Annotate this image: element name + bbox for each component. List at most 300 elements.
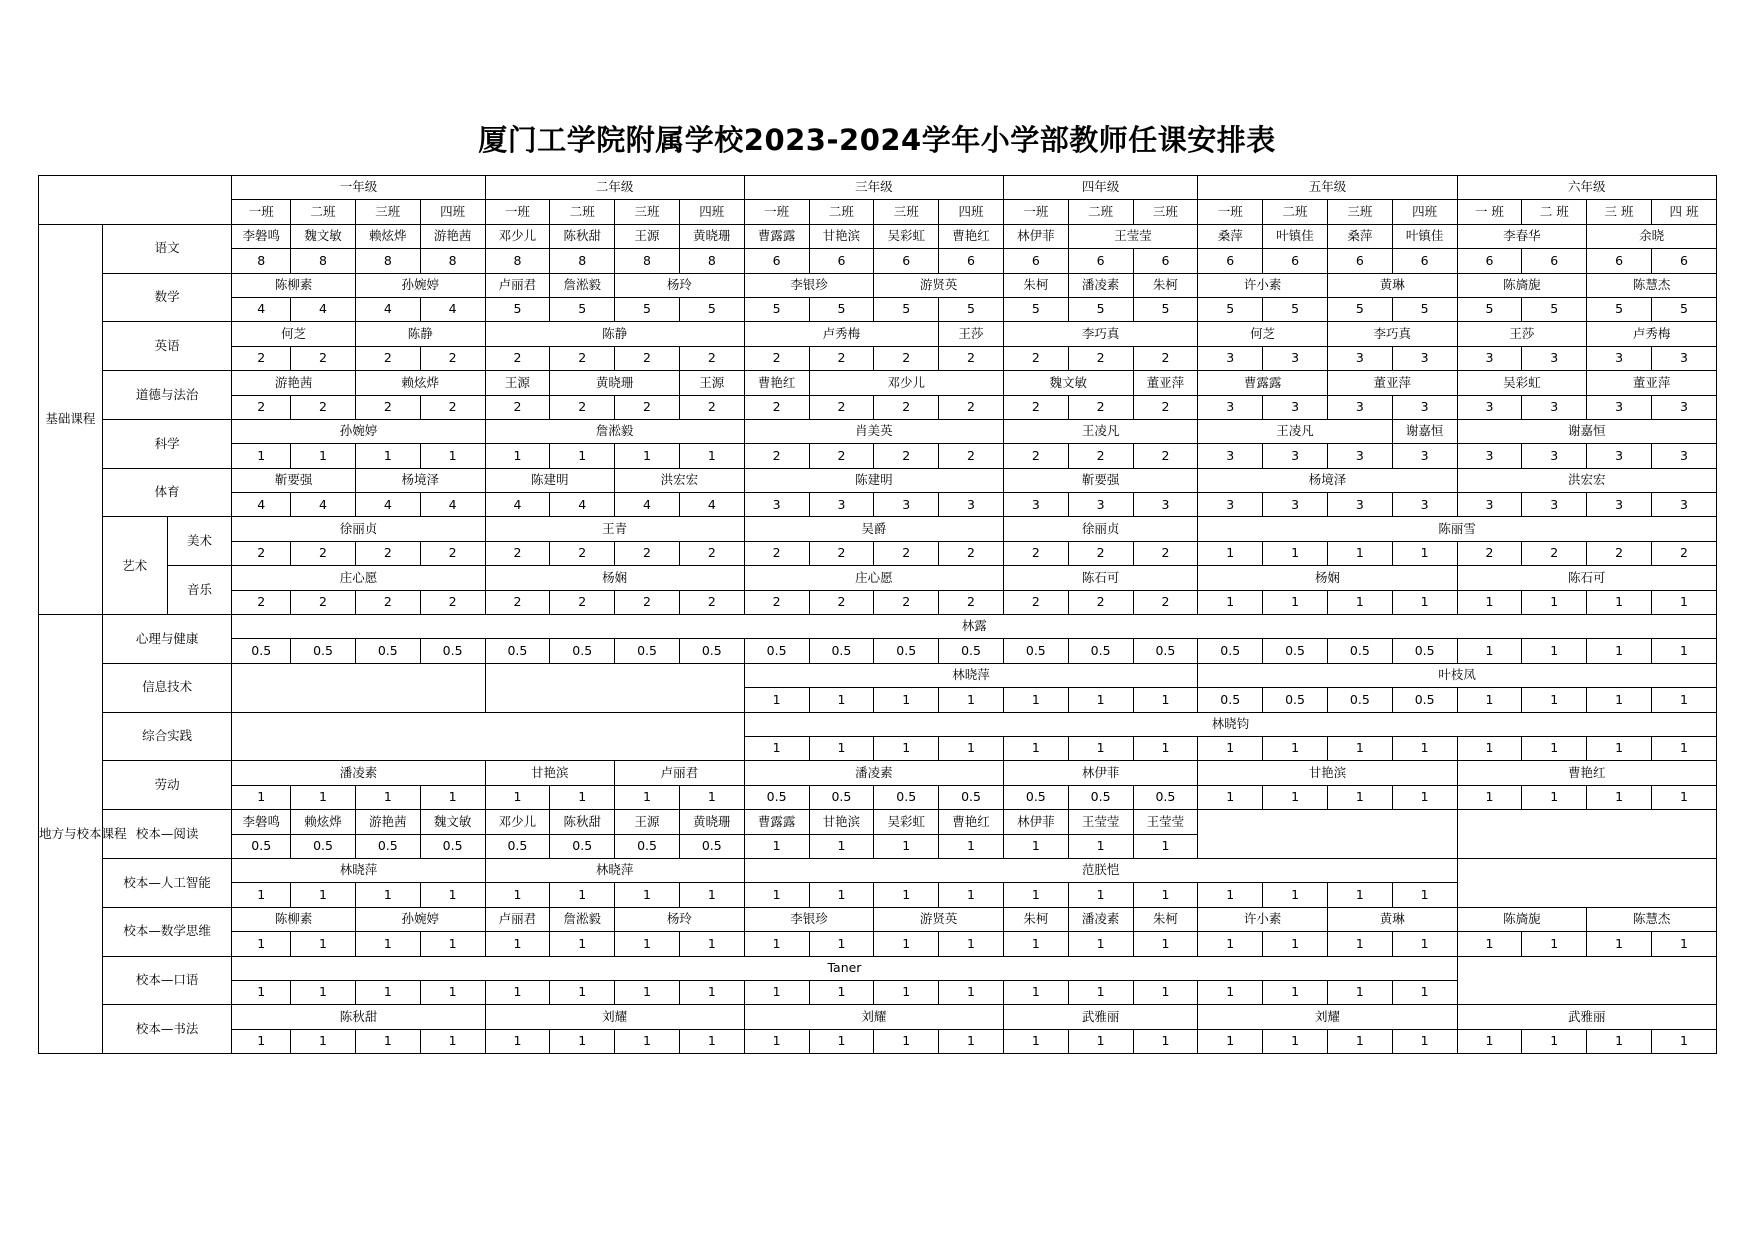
class-header-row <box>39 200 1717 224</box>
teacher-cell: 陈旖旎 <box>1457 273 1587 297</box>
teacher-cell: 王青 <box>485 517 744 541</box>
teacher-cell: 李磐鸣 <box>232 810 291 834</box>
hours-cell: 3 <box>1003 493 1068 517</box>
teacher-cell: 黄晓珊 <box>679 810 744 834</box>
empty-cell <box>1198 810 1457 859</box>
hours-row <box>39 541 1717 565</box>
hours-cell: 2 <box>485 541 550 565</box>
class-header: 二班 <box>809 200 874 224</box>
hours-cell: 6 <box>1522 249 1587 273</box>
teacher-cell: 赖炫烨 <box>355 371 485 395</box>
teacher-cell: 许小素 <box>1198 907 1328 931</box>
hours-cell: 0.5 <box>355 834 420 858</box>
hours-cell: 1 <box>1263 541 1328 565</box>
hours-cell: 6 <box>1068 249 1133 273</box>
hours-cell: 1 <box>939 834 1004 858</box>
hours-cell: 2 <box>1457 541 1522 565</box>
hours-cell: 0.5 <box>232 834 291 858</box>
teacher-row <box>39 371 1717 395</box>
teacher-cell: 游艳茜 <box>420 224 485 248</box>
hours-cell: 1 <box>1263 932 1328 956</box>
hours-cell: 0.5 <box>1003 639 1068 663</box>
empty-cell <box>232 663 485 712</box>
hours-cell: 1 <box>679 980 744 1004</box>
teacher-cell: 潘凌素 <box>232 761 485 785</box>
hours-cell: 0.5 <box>420 834 485 858</box>
hours-cell: 5 <box>485 297 550 321</box>
teacher-cell: 王源 <box>485 371 550 395</box>
hours-cell: 2 <box>679 590 744 614</box>
hours-cell: 1 <box>1587 785 1652 809</box>
hours-cell: 1 <box>744 1029 809 1053</box>
hours-row <box>39 639 1717 663</box>
hours-cell: 1 <box>1327 541 1392 565</box>
teacher-cell: 王莹莹 <box>1068 810 1133 834</box>
hours-cell: 3 <box>1327 346 1392 370</box>
hours-cell: 3 <box>1392 493 1457 517</box>
hours-cell: 1 <box>232 1029 291 1053</box>
teacher-cell: 曹艳红 <box>939 810 1004 834</box>
hours-cell: 1 <box>355 980 420 1004</box>
hours-cell: 4 <box>232 493 291 517</box>
hours-cell: 1 <box>939 883 1004 907</box>
hours-row <box>39 785 1717 809</box>
hours-cell: 1 <box>355 932 420 956</box>
hours-cell: 1 <box>291 1029 356 1053</box>
teacher-cell: 卢丽君 <box>615 761 745 785</box>
hours-cell: 2 <box>809 541 874 565</box>
hours-cell: 2 <box>485 395 550 419</box>
hours-cell: 1 <box>874 834 939 858</box>
hours-cell: 4 <box>615 493 680 517</box>
hours-cell: 5 <box>615 297 680 321</box>
class-header: 一班 <box>744 200 809 224</box>
hours-cell: 4 <box>355 297 420 321</box>
hours-cell: 5 <box>939 297 1004 321</box>
hours-cell: 2 <box>615 395 680 419</box>
hours-cell: 1 <box>1457 639 1522 663</box>
hours-cell: 1 <box>679 785 744 809</box>
hours-cell: 1 <box>1522 639 1587 663</box>
subject-label: 心理与健康 <box>102 615 232 664</box>
hours-cell: 3 <box>1651 346 1716 370</box>
subject-label: 科学 <box>102 419 232 468</box>
hours-cell: 2 <box>550 590 615 614</box>
subject-label: 语文 <box>102 224 232 273</box>
hours-cell: 2 <box>744 346 809 370</box>
teacher-row <box>39 858 1717 882</box>
hours-cell: 1 <box>550 444 615 468</box>
hours-cell: 1 <box>939 736 1004 760</box>
hours-cell: 0.5 <box>1133 639 1198 663</box>
teacher-cell: 卢秀梅 <box>1587 322 1717 346</box>
hours-cell: 1 <box>1198 980 1263 1004</box>
hours-cell: 1 <box>550 932 615 956</box>
teacher-cell: 卢丽君 <box>485 273 550 297</box>
hours-cell: 3 <box>1651 444 1716 468</box>
hours-cell: 1 <box>1392 932 1457 956</box>
hours-cell: 1 <box>1522 736 1587 760</box>
teacher-cell: 游艳茜 <box>355 810 420 834</box>
hours-cell: 1 <box>939 1029 1004 1053</box>
teacher-row <box>39 956 1717 980</box>
schedule-table <box>38 175 1717 1054</box>
hours-cell: 1 <box>1198 736 1263 760</box>
hours-cell: 1 <box>1003 883 1068 907</box>
hours-cell: 2 <box>939 395 1004 419</box>
hours-cell: 2 <box>615 590 680 614</box>
hours-cell: 1 <box>1003 834 1068 858</box>
class-header: 四班 <box>420 200 485 224</box>
teacher-cell: 赖炫烨 <box>355 224 420 248</box>
hours-cell: 2 <box>615 346 680 370</box>
hours-cell: 5 <box>744 297 809 321</box>
hours-cell: 4 <box>679 493 744 517</box>
hours-cell: 0.5 <box>1068 639 1133 663</box>
hours-cell: 1 <box>1587 932 1652 956</box>
hours-cell: 5 <box>550 297 615 321</box>
grade-header: 二年级 <box>485 176 744 200</box>
hours-cell: 1 <box>1327 736 1392 760</box>
hours-cell: 2 <box>939 590 1004 614</box>
hours-cell: 1 <box>874 980 939 1004</box>
hours-cell: 1 <box>615 980 680 1004</box>
hours-cell: 3 <box>1522 346 1587 370</box>
hours-cell: 1 <box>1651 932 1716 956</box>
hours-cell: 1 <box>1392 541 1457 565</box>
hours-cell: 1 <box>1327 1029 1392 1053</box>
hours-cell: 1 <box>809 932 874 956</box>
hours-cell: 5 <box>1133 297 1198 321</box>
hours-cell: 3 <box>1457 444 1522 468</box>
hours-cell: 0.5 <box>809 639 874 663</box>
hours-cell: 2 <box>355 346 420 370</box>
class-header: 一 班 <box>1457 200 1522 224</box>
hours-cell: 6 <box>874 249 939 273</box>
hours-cell: 6 <box>1003 249 1068 273</box>
hours-cell: 1 <box>291 980 356 1004</box>
teacher-cell: 洪宏宏 <box>1457 468 1716 492</box>
teacher-row <box>39 468 1717 492</box>
hours-cell: 1 <box>355 1029 420 1053</box>
hours-cell: 1 <box>615 883 680 907</box>
hours-cell: 1 <box>1327 883 1392 907</box>
hours-cell: 0.5 <box>420 639 485 663</box>
hours-cell: 1 <box>1003 932 1068 956</box>
hours-cell: 1 <box>1068 883 1133 907</box>
empty-cell <box>1457 810 1716 859</box>
class-header: 三班 <box>874 200 939 224</box>
teacher-cell: 王莎 <box>1457 322 1587 346</box>
hours-cell: 3 <box>1198 493 1263 517</box>
hours-cell: 1 <box>744 736 809 760</box>
hours-cell: 1 <box>1587 688 1652 712</box>
hours-cell: 1 <box>1133 834 1198 858</box>
hours-cell: 2 <box>1003 541 1068 565</box>
hours-cell: 3 <box>1587 346 1652 370</box>
subject-label: 校本—口语 <box>102 956 232 1005</box>
subject-label: 道德与法治 <box>102 371 232 420</box>
hours-cell: 2 <box>809 346 874 370</box>
hours-cell: 0.5 <box>874 639 939 663</box>
hours-cell: 1 <box>1003 736 1068 760</box>
subject-label: 综合实践 <box>102 712 232 761</box>
hours-cell: 1 <box>744 883 809 907</box>
teacher-cell: 甘艳滨 <box>809 810 874 834</box>
hours-cell: 1 <box>744 834 809 858</box>
hours-cell: 2 <box>874 541 939 565</box>
hours-cell: 2 <box>1003 444 1068 468</box>
hours-cell: 2 <box>874 395 939 419</box>
class-header: 一班 <box>232 200 291 224</box>
teacher-cell: 杨境泽 <box>355 468 485 492</box>
hours-cell: 2 <box>744 444 809 468</box>
teacher-cell: 孙婉婷 <box>355 273 485 297</box>
hours-cell: 3 <box>1457 346 1522 370</box>
hours-row <box>39 590 1717 614</box>
hours-cell: 2 <box>550 395 615 419</box>
hours-cell: 0.5 <box>744 785 809 809</box>
class-header: 四班 <box>679 200 744 224</box>
hours-cell: 3 <box>1198 444 1263 468</box>
hours-cell: 1 <box>1198 590 1263 614</box>
hours-cell: 1 <box>355 883 420 907</box>
teacher-row <box>39 517 1717 541</box>
teacher-cell: 杨玲 <box>615 273 745 297</box>
teacher-row <box>39 322 1717 346</box>
hours-cell: 1 <box>1392 883 1457 907</box>
hours-cell: 1 <box>1327 932 1392 956</box>
hours-cell: 5 <box>1198 297 1263 321</box>
subject-label: 体育 <box>102 468 232 517</box>
hours-cell: 1 <box>1651 785 1716 809</box>
hours-cell: 0.5 <box>615 834 680 858</box>
teacher-cell: 孙婉婷 <box>232 419 485 443</box>
hours-cell: 0.5 <box>232 639 291 663</box>
hours-cell: 3 <box>1522 395 1587 419</box>
hours-cell: 6 <box>1392 249 1457 273</box>
hours-cell: 4 <box>550 493 615 517</box>
hours-cell: 3 <box>1133 493 1198 517</box>
teacher-cell: 范朕恺 <box>744 858 1457 882</box>
hours-cell: 3 <box>1263 444 1328 468</box>
hours-cell: 1 <box>1392 736 1457 760</box>
hours-cell: 1 <box>1651 1029 1716 1053</box>
hours-cell: 1 <box>232 883 291 907</box>
teacher-cell: 邓少儿 <box>809 371 1003 395</box>
hours-cell: 1 <box>1003 688 1068 712</box>
hours-row <box>39 1029 1717 1053</box>
hours-cell: 1 <box>1522 932 1587 956</box>
teacher-cell: 陈秋甜 <box>550 810 615 834</box>
hours-cell: 1 <box>809 980 874 1004</box>
hours-cell: 2 <box>1068 395 1133 419</box>
teacher-cell: 林伊菲 <box>1003 761 1197 785</box>
hours-cell: 1 <box>809 736 874 760</box>
teacher-cell: 武雅丽 <box>1457 1005 1716 1029</box>
hours-cell: 2 <box>485 590 550 614</box>
hours-cell: 0.5 <box>744 639 809 663</box>
hours-cell: 1 <box>1457 1029 1522 1053</box>
hours-row <box>39 249 1717 273</box>
hours-cell: 1 <box>1327 980 1392 1004</box>
hours-cell: 2 <box>1003 346 1068 370</box>
hours-cell: 1 <box>291 444 356 468</box>
hours-cell: 2 <box>291 395 356 419</box>
hours-cell: 3 <box>1392 444 1457 468</box>
hours-cell: 2 <box>355 395 420 419</box>
empty-cell <box>1457 858 1716 907</box>
hours-cell: 2 <box>1587 541 1652 565</box>
hours-cell: 8 <box>355 249 420 273</box>
hours-cell: 0.5 <box>550 639 615 663</box>
hours-cell: 1 <box>1263 736 1328 760</box>
hours-cell: 6 <box>1651 249 1716 273</box>
hours-cell: 1 <box>679 932 744 956</box>
hours-cell: 1 <box>420 883 485 907</box>
hours-row <box>39 493 1717 517</box>
teacher-cell: 林伊菲 <box>1003 810 1068 834</box>
teacher-cell: Taner <box>232 956 1457 980</box>
hours-cell: 2 <box>679 395 744 419</box>
hours-cell: 1 <box>809 688 874 712</box>
header-corner <box>39 176 232 225</box>
hours-cell: 3 <box>1522 493 1587 517</box>
grade-header: 四年级 <box>1003 176 1197 200</box>
hours-cell: 1 <box>1133 688 1198 712</box>
hours-cell: 2 <box>679 541 744 565</box>
teacher-cell: 陈建明 <box>485 468 615 492</box>
teacher-cell: 徐丽贞 <box>1003 517 1197 541</box>
hours-cell: 1 <box>874 883 939 907</box>
hours-cell: 0.5 <box>809 785 874 809</box>
hours-cell: 1 <box>1133 736 1198 760</box>
teacher-cell: 李春华 <box>1457 224 1587 248</box>
hours-cell: 5 <box>1068 297 1133 321</box>
hours-cell: 1 <box>1263 590 1328 614</box>
teacher-cell: 陈石可 <box>1457 566 1716 590</box>
teacher-cell: 刘耀 <box>1198 1005 1457 1029</box>
teacher-cell: 杨玲 <box>615 907 745 931</box>
hours-cell: 6 <box>1457 249 1522 273</box>
hours-cell: 0.5 <box>939 639 1004 663</box>
teacher-cell: 靳要强 <box>232 468 356 492</box>
teacher-row <box>39 810 1717 834</box>
hours-cell: 2 <box>1133 590 1198 614</box>
class-header: 四班 <box>939 200 1004 224</box>
hours-cell: 1 <box>1457 688 1522 712</box>
hours-cell: 2 <box>679 346 744 370</box>
teacher-cell: 朱柯 <box>1003 273 1068 297</box>
teacher-cell: 陈旖旎 <box>1457 907 1587 931</box>
hours-cell: 2 <box>615 541 680 565</box>
hours-cell: 1 <box>1068 736 1133 760</box>
hours-cell: 5 <box>1263 297 1328 321</box>
hours-row <box>39 932 1717 956</box>
hours-cell: 1 <box>1068 1029 1133 1053</box>
hours-cell: 1 <box>1003 980 1068 1004</box>
hours-cell: 1 <box>1263 785 1328 809</box>
teacher-cell: 何芝 <box>232 322 356 346</box>
hours-cell: 1 <box>485 980 550 1004</box>
hours-cell: 1 <box>1587 590 1652 614</box>
hours-cell: 2 <box>1133 346 1198 370</box>
teacher-cell: 吴彩虹 <box>874 810 939 834</box>
teacher-row <box>39 419 1717 443</box>
teacher-cell: 甘艳滨 <box>1198 761 1457 785</box>
hours-cell: 1 <box>1392 785 1457 809</box>
class-header: 二班 <box>1263 200 1328 224</box>
hours-cell: 3 <box>1587 395 1652 419</box>
page-title: 厦门工学院附属学校2023-2024学年小学部教师任课安排表 <box>478 123 1276 157</box>
hours-cell: 6 <box>1133 249 1198 273</box>
hours-cell: 3 <box>1327 444 1392 468</box>
hours-cell: 3 <box>1327 493 1392 517</box>
teacher-cell: 叶枝凤 <box>1198 663 1717 687</box>
hours-cell: 0.5 <box>1327 688 1392 712</box>
hours-cell: 1 <box>355 444 420 468</box>
hours-cell: 8 <box>291 249 356 273</box>
hours-cell: 0.5 <box>1198 639 1263 663</box>
hours-cell: 1 <box>679 883 744 907</box>
hours-cell: 1 <box>485 785 550 809</box>
teacher-cell: 曹露露 <box>744 224 809 248</box>
subject-label: 美术 <box>167 517 232 566</box>
class-header: 三班 <box>615 200 680 224</box>
hours-cell: 6 <box>1327 249 1392 273</box>
hours-cell: 2 <box>291 541 356 565</box>
hours-row <box>39 346 1717 370</box>
hours-cell: 1 <box>420 785 485 809</box>
grade-header: 五年级 <box>1198 176 1457 200</box>
hours-cell: 0.5 <box>1263 688 1328 712</box>
hours-cell: 1 <box>550 980 615 1004</box>
hours-cell: 1 <box>1133 980 1198 1004</box>
hours-cell: 8 <box>420 249 485 273</box>
hours-cell: 1 <box>420 1029 485 1053</box>
subject-label: 校本—阅读 <box>102 810 232 859</box>
teacher-cell: 王源 <box>679 371 744 395</box>
hours-cell: 1 <box>1457 736 1522 760</box>
teacher-cell: 刘耀 <box>485 1005 744 1029</box>
hours-cell: 5 <box>1522 297 1587 321</box>
teacher-cell: 林晓萍 <box>744 663 1198 687</box>
teacher-cell: 王源 <box>615 810 680 834</box>
empty-cell <box>1457 956 1716 1005</box>
teacher-cell: 邓少儿 <box>485 224 550 248</box>
hours-cell: 2 <box>420 590 485 614</box>
hours-cell: 2 <box>420 395 485 419</box>
hours-cell: 1 <box>1651 639 1716 663</box>
hours-cell: 3 <box>1263 346 1328 370</box>
hours-cell: 0.5 <box>485 639 550 663</box>
teacher-cell: 甘艳滨 <box>809 224 874 248</box>
teacher-cell: 魏文敏 <box>1003 371 1133 395</box>
teacher-cell: 杨娴 <box>485 566 744 590</box>
hours-cell: 3 <box>874 493 939 517</box>
hours-cell: 2 <box>809 590 874 614</box>
hours-cell: 0.5 <box>291 834 356 858</box>
teacher-cell: 王凌凡 <box>1003 419 1197 443</box>
hours-cell: 3 <box>1457 395 1522 419</box>
teacher-cell: 黄晓珊 <box>679 224 744 248</box>
hours-cell: 1 <box>1133 883 1198 907</box>
hours-cell: 0.5 <box>679 639 744 663</box>
teacher-row <box>39 224 1717 248</box>
teacher-cell: 詹淞毅 <box>485 419 744 443</box>
teacher-cell: 桑萍 <box>1327 224 1392 248</box>
teacher-cell: 林晓萍 <box>485 858 744 882</box>
